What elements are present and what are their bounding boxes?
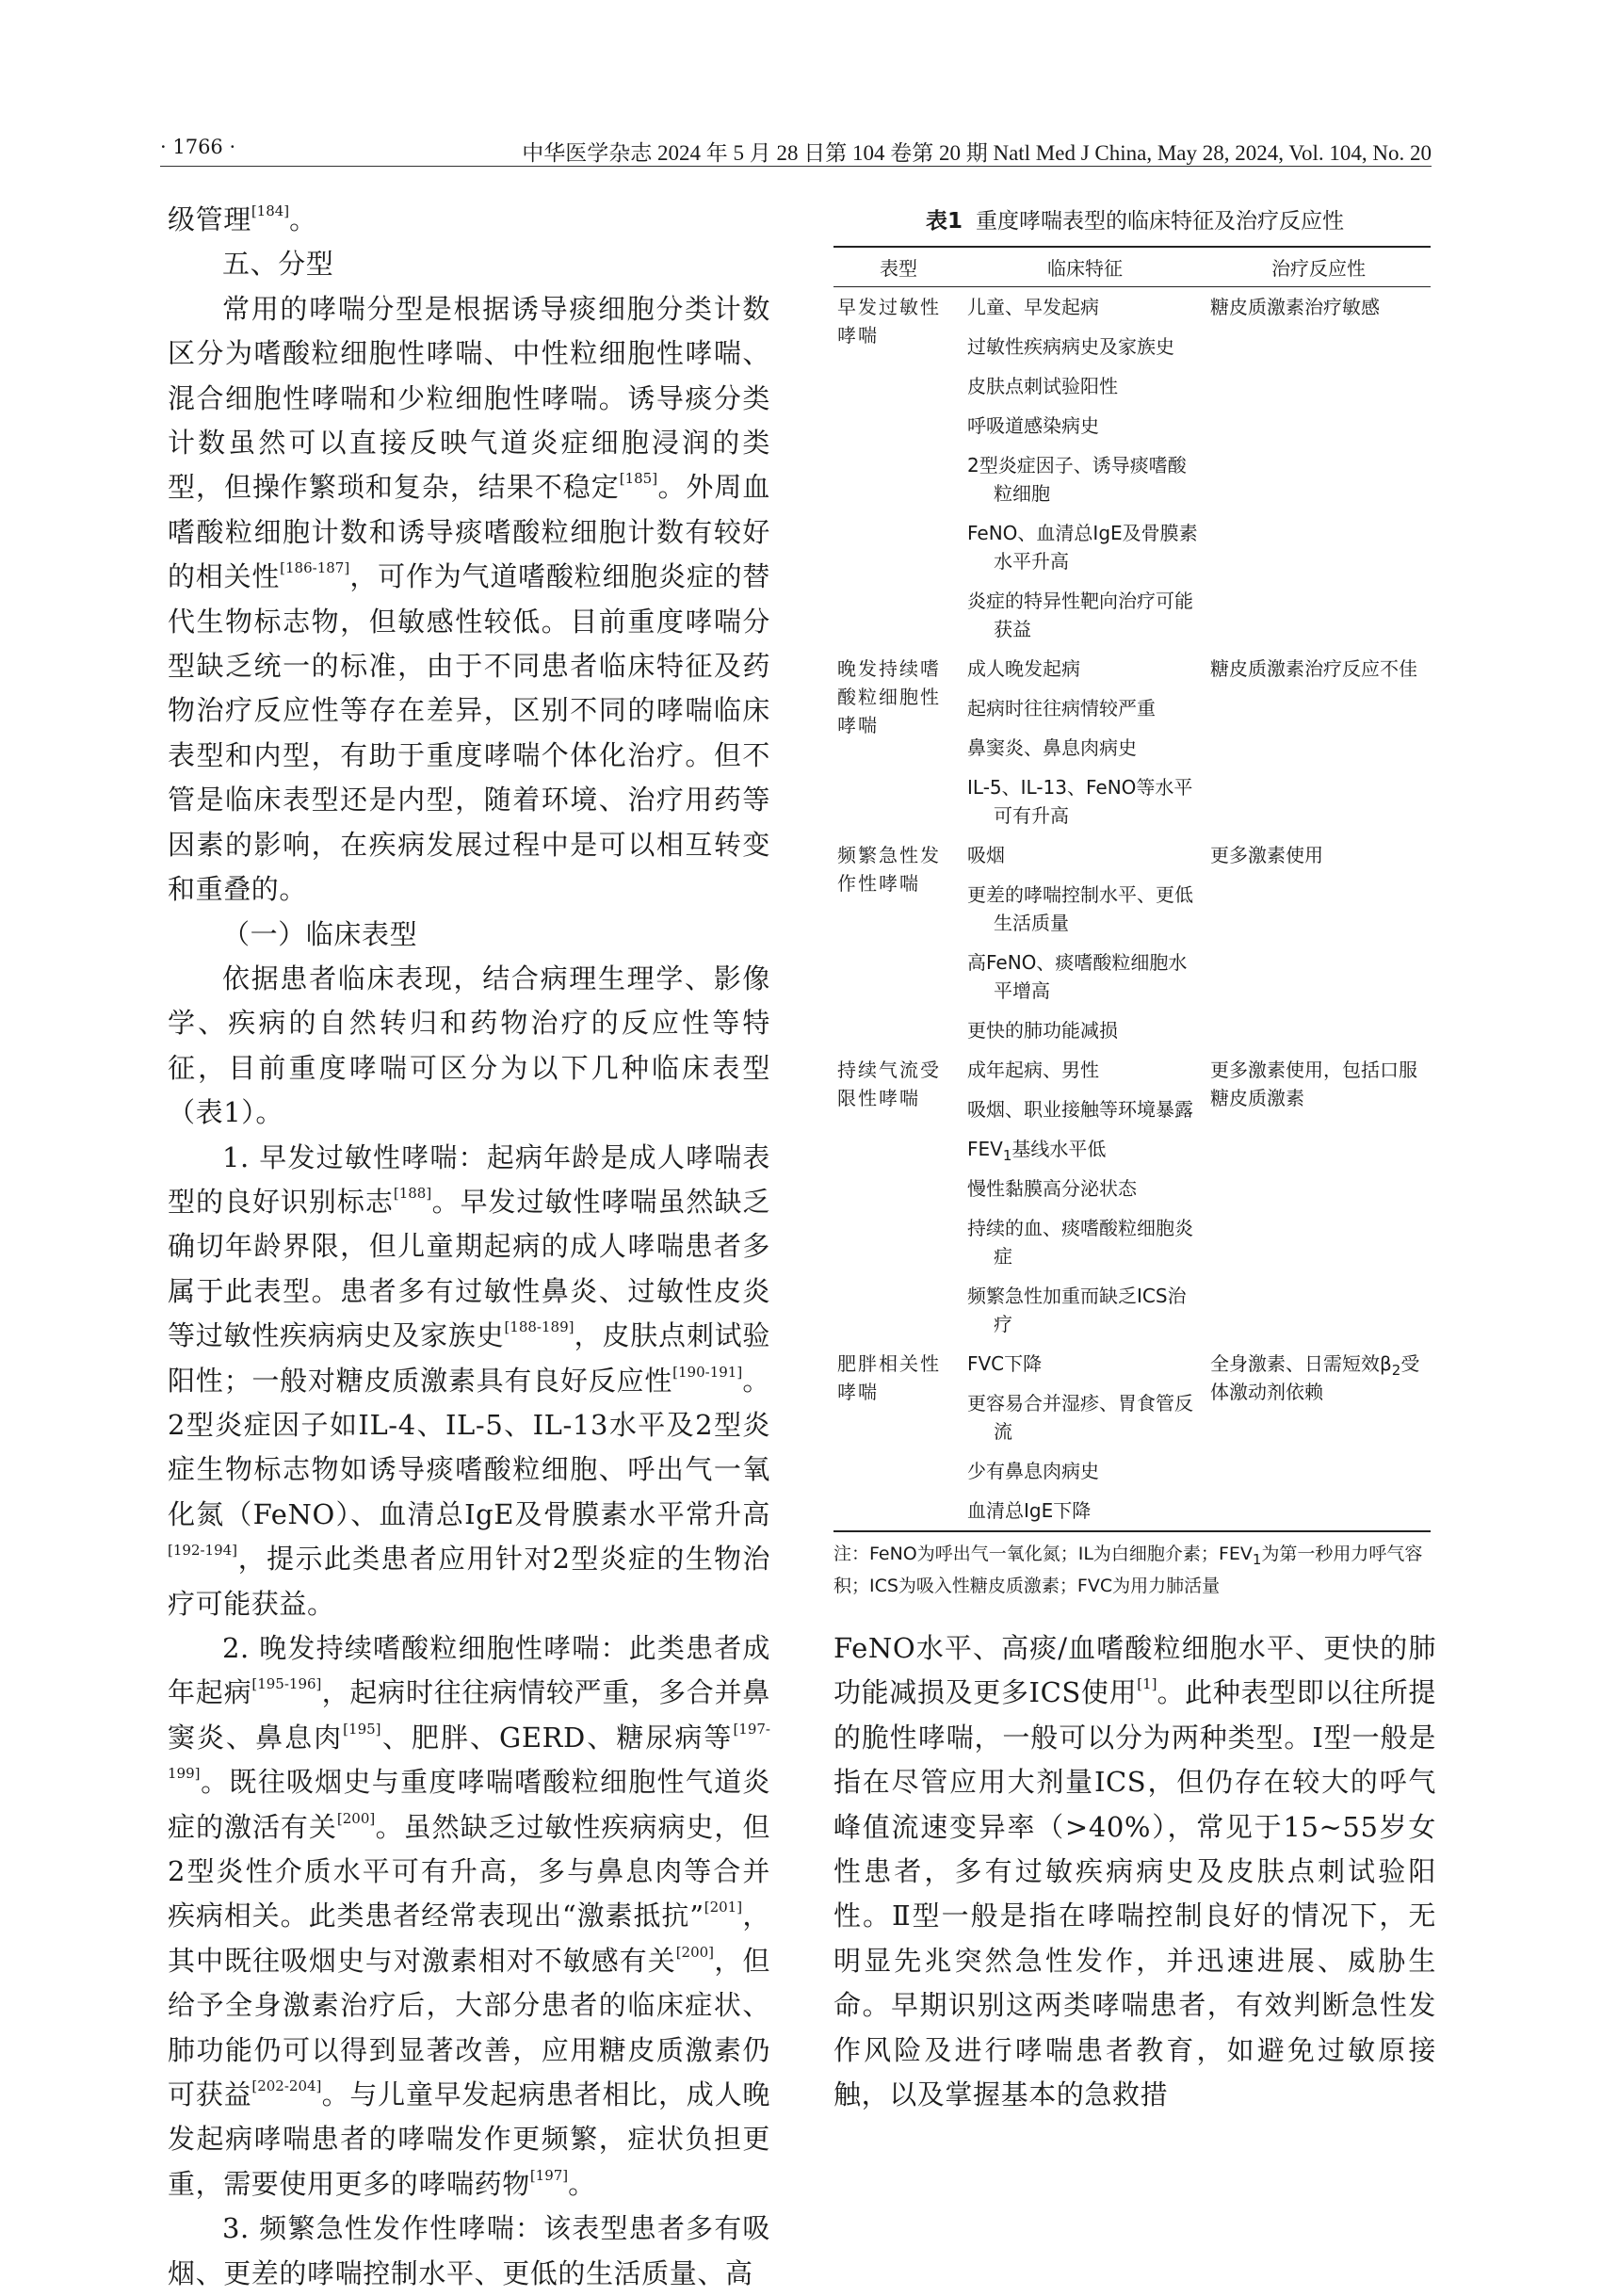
- feature-item: 持续的血、痰嗜酸粒细胞炎症: [967, 1217, 1193, 1268]
- table-header-cell: 临床特征: [963, 247, 1206, 287]
- citation-ref: [188]: [393, 1184, 432, 1202]
- feature-item: 2型炎症因子、诱导痰嗜酸粒细胞: [967, 454, 1187, 505]
- response-cell: 更多激素使用，包括口服糖皮质激素: [1210, 1059, 1417, 1109]
- feature-item: 炎症的特异性靶向治疗可能获益: [967, 590, 1193, 640]
- section-heading: 五、分型: [222, 248, 334, 281]
- feature-item: 吸烟: [967, 844, 1005, 866]
- citation-ref: [185]: [619, 470, 658, 488]
- paragraph: 常用的哮喘分型是根据诱导痰细胞分类计数区分为嗜酸粒细胞性哮喘、中性粒细胞性哮喘、混合细胞性哮喘和少粒细胞性哮喘。诱导痰分类计数虽然可以直接反映气道炎症细胞浸润的类型，但操作繁琐和复杂，结果不稳定[185]。外周血嗜酸粒细胞计数和诱导痰嗜酸粒细胞计数有较好的相关性[186-187]，可作为气道嗜酸粒细胞炎症的替代生物标志物，但敏感性较低。目前重度哮喘分型缺乏统一的标准，由于不同患者临床特征及药物治疗反应性等存在差异，区别不同的哮喘临床表型和内型，有助于重度哮喘个体化治疗。但不管是临床表型还是内型，随着环境、治疗用药等因素的影响，在疾病发展过程中是可以相互转变和重叠的。: [168, 292, 770, 906]
- citation-ref: [188-189]: [504, 1318, 574, 1336]
- features-cell: [963, 1050, 1206, 1344]
- feature-item: FVC下降: [967, 1352, 1043, 1375]
- table-caption: [833, 203, 1436, 234]
- table-note: 注：FeNO为呼出气一氧化氮；IL为白细胞介素；$FEV_1$为第一秒用力呼气容积；ICS为吸入性糖皮质激素；FVC为用力肺活量: [833, 1544, 1423, 1596]
- table-row: [833, 1344, 1431, 1531]
- citation-ref: [201]: [704, 1899, 743, 1916]
- right-column: [833, 198, 1436, 2117]
- header-rule: [160, 166, 1432, 167]
- citation-ref: [202-204]: [251, 2078, 322, 2095]
- paragraph: 2. 晚发持续嗜酸粒细胞性哮喘：此类患者成年起病[195-196]，起病时往往病情较严重，多合并鼻窦炎、鼻息肉[195]、肥胖、GERD、糖尿病等[197-199]。既往吸烟史与重度哮喘嗜酸粒细胞性气道炎症的激活有关[200]。虽然缺乏过敏性疾病病史，但2型炎性介质水平可有升高，多与鼻息肉等合并疾病相关。此类患者经常表现出“激素抵抗”[201]，其中既往吸烟史与对激素相对不敏感有关[200]，但给予全身激素治疗后，大部分患者的临床症状、肺功能仍可以得到显著改善，应用糖皮质激素仍可获益[202-204]。与儿童早发起病患者相比，成人晚发起病哮喘患者的哮喘发作更频繁，症状负担更重，需要使用更多的哮喘药物[197]。: [168, 1632, 770, 2200]
- journal-citation: 中华医学杂志 2024 年 5 月 28 日第 104 卷第 20 期 Natl Med J China, May 28, 2024, Vol. 104, No. 20: [522, 141, 1432, 165]
- feature-item: FeNO、血清总IgE及骨膜素水平升高: [967, 522, 1198, 573]
- response-cell: 全身激素、日需短效$\beta_2$受体激动剂依赖: [1206, 1344, 1431, 1531]
- feature-item: 少有鼻息肉病史: [967, 1460, 1099, 1482]
- paragraph: 依据患者临床表现，结合病理生理学、影像学、疾病的自然转归和药物治疗的反应性等特征，目前重度哮喘可区分为以下几种临床表型（表1）。: [168, 962, 770, 1129]
- paragraph: 3. 频繁急性发作性哮喘：该表型患者多有吸烟、更差的哮喘控制水平、更低的生活质量、高: [168, 2212, 770, 2289]
- citation-ref: [1]: [1137, 1675, 1157, 1693]
- feature-item: 鼻窦炎、鼻息肉病史: [967, 736, 1137, 759]
- feature-item: 成年起病、男性: [967, 1059, 1099, 1081]
- table-row: [833, 1050, 1431, 1344]
- citation-ref: [192-194]: [168, 1542, 238, 1560]
- citation-ref: [197-199]: [168, 1720, 770, 1783]
- subsection-heading: （一）临床表型: [222, 917, 418, 950]
- citation-ref: [184]: [251, 202, 290, 219]
- paragraph: 级管理[184]。: [168, 202, 317, 235]
- table-header-cell: 治疗反应性: [1206, 247, 1431, 287]
- phenotype-cell: 频繁急性发作性哮喘: [837, 844, 941, 895]
- response-cell: 糖皮质激素治疗敏感: [1210, 296, 1380, 318]
- feature-item: IL-5、IL-13、FeNO等水平可有升高: [967, 776, 1193, 827]
- page-number: · 1766 ·: [160, 136, 236, 158]
- citation-ref: [200]: [675, 1943, 715, 1961]
- table-body: [833, 287, 1431, 1532]
- feature-item: 频繁急性加重而缺乏ICS治疗: [967, 1285, 1187, 1335]
- paragraph: FeNO水平、高痰/血嗜酸粒细胞水平、更快的肺功能减损及更多ICS使用[1]。此种表型即以往所提的脆性哮喘，一般可以分为两种类型。Ⅰ型一般是指在尽管应用大剂量ICS，但仍存在较大的呼气峰值流速变异率（>40%），常见于15~55岁女性患者，多有过敏疾病病史及皮肤点刺试验阳性。Ⅱ型一般是指在哮喘控制良好的情况下，无明显先兆突然急性发作，并迅速进展、威胁生命。早期识别这两类哮喘患者，有效判断急性发作风险及进行哮喘患者教育，如避免过敏原接触，以及掌握基本的急救措: [833, 1632, 1436, 2111]
- feature-item: 起病时往往病情较严重: [967, 697, 1156, 720]
- phenotype-cell: 早发过敏性哮喘: [837, 296, 941, 347]
- phenotype-cell: 晚发持续嗜酸粒细胞性哮喘: [837, 657, 941, 736]
- feature-item: 呼吸道感染病史: [967, 414, 1099, 437]
- table-row: [833, 287, 1431, 650]
- feature-item: 成人晚发起病: [967, 657, 1080, 680]
- table-caption-text: 重度哮喘表型的临床特征及治疗反应性: [976, 209, 1344, 234]
- feature-item: 高FeNO、痰嗜酸粒细胞水平增高: [967, 951, 1188, 1002]
- table-label: 表1: [925, 209, 963, 234]
- table-header-row: [833, 247, 1431, 287]
- citation-ref: [200]: [336, 1809, 376, 1827]
- feature-item: 更差的哮喘控制水平、更低生活质量: [967, 883, 1193, 934]
- table-header-cell: 表型: [833, 247, 963, 287]
- features-cell: [963, 287, 1206, 650]
- response-cell: 更多激素使用: [1210, 844, 1323, 866]
- feature-item: 儿童、早发起病: [967, 296, 1099, 318]
- feature-item: $FEV_1$基线水平低: [967, 1138, 1107, 1164]
- phenotype-cell: 肥胖相关性哮喘: [833, 1344, 963, 1531]
- page-header: [160, 130, 1432, 168]
- citation-ref: [190-191]: [672, 1363, 743, 1381]
- feature-item: 过敏性疾病病史及家族史: [967, 335, 1174, 358]
- paragraph: 1. 早发过敏性哮喘：起病年龄是成人哮喘表型的良好识别标志[188]。早发过敏性哮喘虽然缺乏确切年龄界限，但儿童期起病的成人哮喘患者多属于此表型。患者多有过敏性鼻炎、过敏性皮炎等过敏性疾病病史及家族史[188-189]，皮肤点刺试验阳性；一般对糖皮质激素具有良好反应性[190-191]。2型炎症因子如IL-4、IL-5、IL-13水平及2型炎症生物标志物如诱导痰嗜酸粒细胞、呼出气一氧化氮（FeNO）、血清总IgE及骨膜素水平常升高[192-194]，提示此类患者应用针对2型炎症的生物治疗可能获益。: [168, 1140, 771, 1620]
- citation-ref: [195-196]: [251, 1675, 322, 1693]
- citation-ref: [197]: [529, 2166, 569, 2184]
- table-row: [833, 649, 1431, 835]
- citation-ref: [186-187]: [280, 559, 350, 577]
- feature-item: 更快的肺功能减损: [967, 1019, 1118, 1042]
- left-column: [168, 198, 770, 2296]
- features-cell: [963, 1344, 1206, 1531]
- feature-item: 更容易合并湿疹、胃食管反流: [967, 1392, 1193, 1443]
- phenotype-table: [833, 246, 1431, 1532]
- features-cell: [963, 835, 1206, 1050]
- feature-item: 皮肤点刺试验阳性: [967, 375, 1118, 397]
- feature-item: 慢性黏膜高分泌状态: [967, 1177, 1137, 1200]
- table-row: [833, 835, 1431, 1050]
- feature-item: 血清总IgE下降: [967, 1499, 1092, 1522]
- phenotype-cell: 持续气流受限性哮喘: [837, 1059, 941, 1109]
- citation-ref: [195]: [343, 1720, 381, 1738]
- response-cell: 糖皮质激素治疗反应不佳: [1210, 657, 1417, 680]
- feature-item: 吸烟、职业接触等环境暴露: [967, 1098, 1193, 1121]
- features-cell: [963, 649, 1206, 835]
